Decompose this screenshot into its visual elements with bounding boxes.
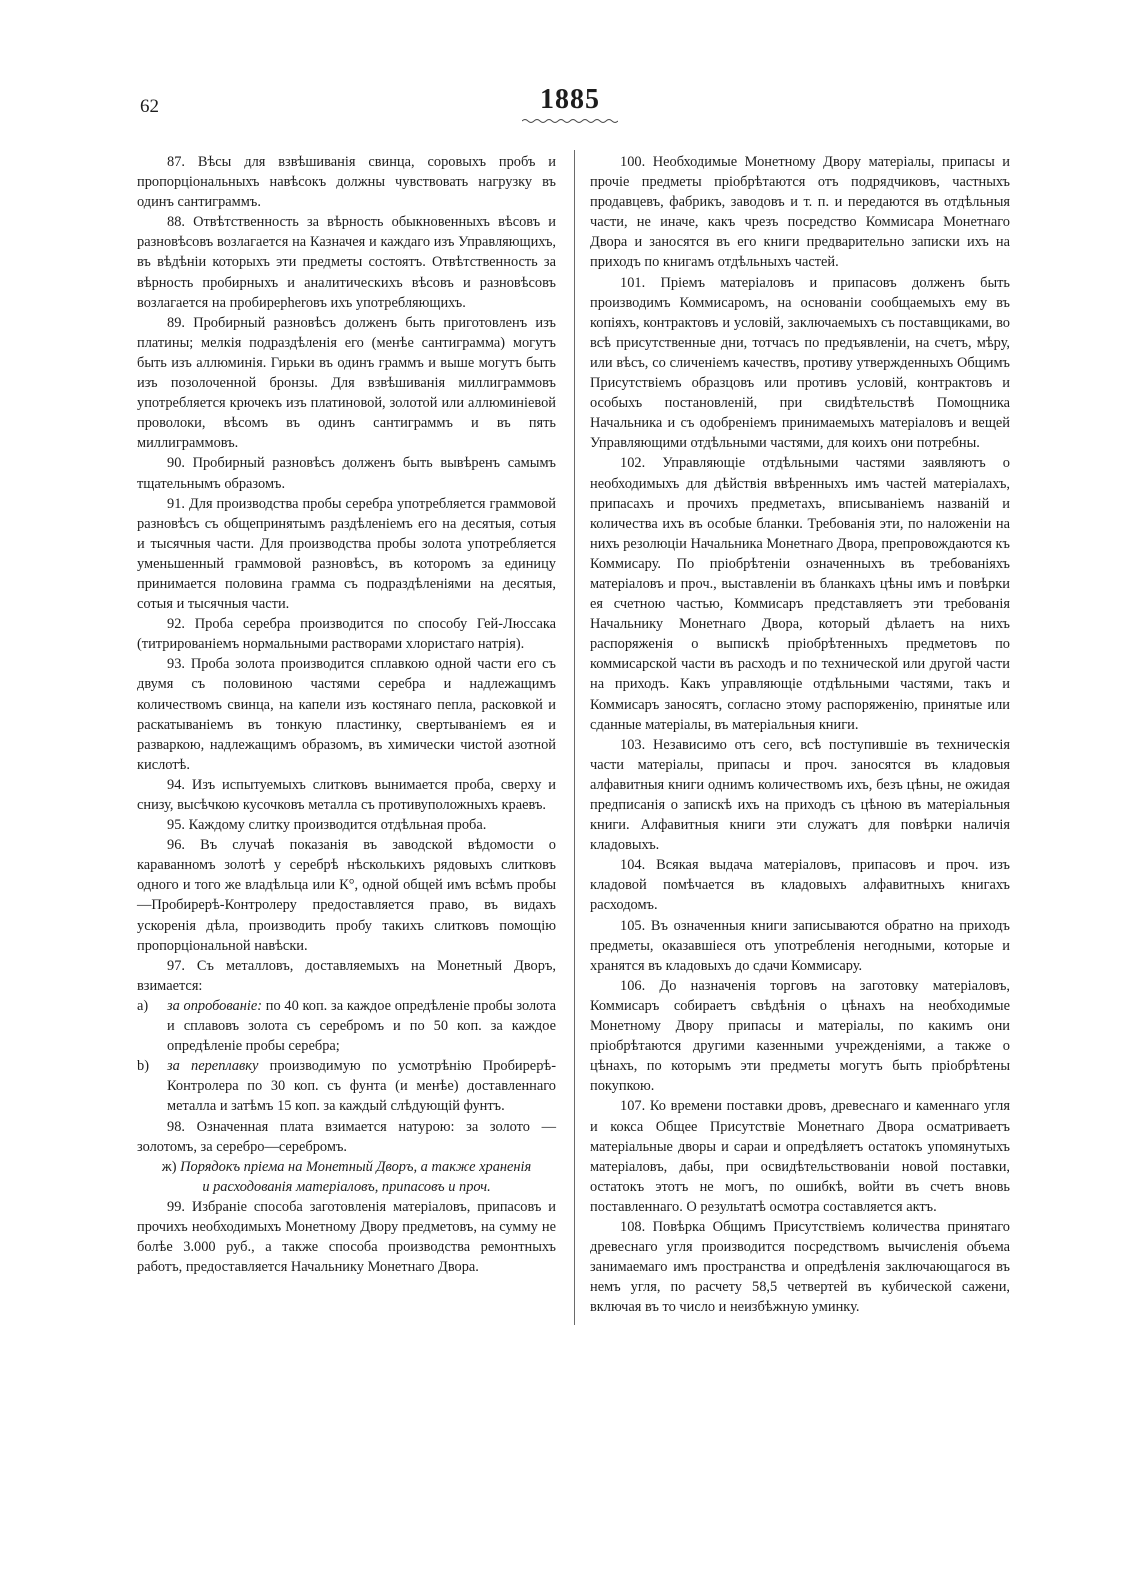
article-93: 93. Проба золота производится сплавкою одной части его съ двумя съ половиною частями серебра и надлежащимъ количествомъ свинца, на капели изъ костянаго пепла, расковкой и раскатываніемъ въ тонкую пластинку, свертываніемъ ея и разваркою, надлежащимъ образомъ, въ химически чистой азотной кислотѣ.: [137, 656, 556, 773]
article-87: 87. Вѣсы для взвѣшиванія свинца, соровыхъ пробъ и пропорціональныхъ навѣсокъ должны чувствовать нагрузку въ одинъ сантиграммъ.: [137, 154, 556, 211]
section-title-line-2: и расходованія матеріаловъ, припасовъ и проч.: [202, 1178, 491, 1195]
article-94: 94. Изъ испытуемыхъ слитковъ вынимается проба, сверху и снизу, высѣчкою кусочковъ металла съ противуположныхъ краевъ.: [137, 776, 556, 813]
article-98: 98. Означенная плата взимается натурою: за золото — золотомъ, за серебро—серебромъ.: [137, 1118, 556, 1155]
article-96: 96. Въ случаѣ показанія въ заводской вѣдомости о караванномъ золотѣ у серебрѣ нѣсколькихъ рядовыхъ слитковъ одного и того же владѣльца или К°, одной общей имъ всѣмъ пробы—Пробирерѣ-Контролеру предоставляется право, въ видахъ ускоренія дѣла, производить пробу такихъ слитковъ помощію пропорціональной навѣски.: [137, 837, 556, 954]
item-a-text: по 40 коп. за каждое опредѣленіе пробы золота и сплавовъ золота съ серебромъ и по 50 коп. за каждое опредѣленіе пробы серебра;: [167, 997, 557, 1055]
section-heading: [137, 1157, 556, 1197]
article-97: 97. Съ металловъ, доставляемыхъ на Монетный Дворъ, взимается:: [137, 957, 556, 994]
article-95: 95. Каждому слитку производится отдѣльная проба.: [167, 817, 487, 834]
article-97-item-b: [137, 1056, 556, 1116]
article-104: 104. Всякая выдача матеріаловъ, припасовъ и проч. изъ кладовой помѣчается въ кладовыхъ алфавитныхъ книгахъ расходомъ.: [590, 857, 1010, 914]
article-103: 103. Независимо отъ сего, всѣ поступившіе въ техническія части матеріалы, припасы и проч. заносятся въ кладовыя алфавитныя книги однимъ количествомъ ихъ, безъ цѣны, не ожидая предписанія о запискѣ ихъ на приходъ съ цѣною въ матеріальныя книги. Алфавитныя книги эти служатъ для повѣрки наличія кладовыхъ.: [590, 736, 1010, 854]
column-divider: [574, 150, 575, 1325]
article-107: 107. Ко времени поставки дровъ, древеснаго и каменнаго угля и кокса Общее Присутствіе Монетнаго Двора осматриваетъ матеріальные дворы и сараи и опредѣляетъ остатокъ упомянутыхъ матеріаловъ, дабы, при освидѣтельствованіи новой поставки, остатокъ этотъ не могъ, по ошибкѣ, войти въ счетъ вновь поставленнаго. О результатѣ осмотра составляется актъ.: [590, 1098, 1010, 1215]
article-108: 108. Повѣрка Общимъ Присутствіемъ количества принятаго древеснаго угля производится посредствомъ вычисленія объема занимаемаго имъ пространства и опредѣленія заключающагося въ немъ угля, по расчету 58,5 четвертей въ кубической сажени, включая въ то число и неизбѣжную уминку.: [590, 1218, 1010, 1316]
section-title-line-1: Порядокъ пріема на Монетный Дворъ, а также храненія: [180, 1158, 532, 1175]
article-97-item-a: [137, 996, 556, 1056]
item-b-marker: b): [137, 1058, 149, 1075]
article-89: 89. Пробирный разновѣсъ долженъ быть приготовленъ изъ платины; мелкія подраздѣленія его (менѣе сантиграмма) могутъ быть изъ аллюминія. Гирьки въ одинъ граммъ и выше могутъ быть изъ позолоченной бронзы. Для взвѣшиванія миллиграммовъ употребляется крючекъ изъ платиновой, золотой или аллюминіевой проволоки, вѣсомъ въ одинъ сантиграммъ и въ пять миллиграммовъ.: [137, 314, 556, 452]
article-100: 100. Необходимые Монетному Двору матеріалы, припасы и прочіе предметы пріобрѣтаются отъ подрядчиковъ, частныхъ продавцевъ, фабрикъ, заводовъ и т. п. и передаются въ отдѣльныя части, не иначе, какъ чрезъ посредство Коммисара Монетнаго Двора и заносятся въ его книги предварительно записки ихъ на приходъ по книгамъ отдѣльныхъ частей.: [590, 154, 1010, 271]
article-90: 90. Пробирный разновѣсъ долженъ быть вывѣренъ самымъ тщательнымъ образомъ.: [137, 455, 556, 492]
item-b-text: производимую по усмотрѣнію Пробирерѣ-Контролера по 30 коп. съ фунта (и менѣе) доставленнаго металла и затѣмъ 15 коп. за каждый слѣдующій фунтъ.: [167, 1058, 556, 1115]
article-92: 92. Проба серебра производится по способу Гей-Люссака (титрированіемъ нормальными растворами хлористаго натрія).: [137, 616, 556, 653]
article-99: 99. Избраніе способа заготовленія матеріаловъ, припасовъ и прочихъ необходимыхъ Монетному Двору предметовъ, на сумму не болѣе 3.000 руб., а также способа производства ремонтныхъ работъ, предоставляется Начальнику Монетнаго Двора.: [137, 1198, 556, 1275]
article-91: 91. Для производства пробы серебра употребляется граммовой разновѣсъ съ общепринятымъ раздѣленіемъ его на десятыя, сотыя и тысячныя части. Для производства пробы золота употребляется уменьшенный граммовой разновѣсъ, въ которомъ за единицу принимается половина грамма съ подраздѣленіями на десятыя, сотыя и тысячныя части.: [137, 495, 556, 613]
article-88: 88. Отвѣтственность за вѣрность обыкновенныхъ вѣсовъ и разновѣсовъ возлагается на Казначея и каждаго изъ Управляющихъ, въ вѣдѣніи которыхъ эти предметы состоятъ. Отвѣтственность за вѣрность пробирныхъ и аналитическихъ вѣсовъ и разновѣсовъ возлагается на пробирерherовъ ихъ употребляющихъ.: [137, 214, 556, 311]
item-a-marker: a): [137, 997, 149, 1014]
page-number: 62: [140, 96, 159, 117]
left-column: [137, 152, 556, 1277]
right-column: [590, 152, 1010, 1317]
article-102: 102. Управляющіе отдѣльными частями заявляютъ о необходимыхъ для дѣйствія ввѣренныхъ имъ частей матеріалахъ, припасахъ и прочихъ предметахъ, вписываніемъ названій и количества ихъ въ особые бланки. Требованія эти, по наложеніи на нихъ резолюціи Начальника Монетнаго Двора, препровождаются къ Коммисару. По пріобрѣтеніи означенныхъ въ требованіяхъ матеріаловъ и проч., выставленіи въ бланкахъ цѣны имъ и повѣрки ея счетною частью, Коммисаръ представляетъ эти требованія Начальнику Монетнаго Двора, который дѣлаетъ на нихъ распоряженія о выпискѣ пріобрѣтенныхъ предметовъ по коммисарской части въ расходъ и по технической или другой части на приходъ. Какъ управляющіе отдѣльными частями, такъ и Коммисаръ заносятъ, согласно этому распоряженію, принятые или сданные матеріалы, въ матеріальныя книги.: [590, 455, 1010, 733]
item-b-label: за переплавку: [167, 1058, 259, 1075]
item-a-label: за опробованіе:: [167, 997, 263, 1014]
article-101: 101. Пріемъ матеріаловъ и припасовъ долженъ быть производимъ Коммисаромъ, на основаніи сообщаемыхъ ему въ копіяхъ, контрактовъ и условій, заключаемыхъ съ поставщиками, во всѣ присутственные дни, тотчасъ по предъявленіи, на счетъ, мѣру, или вѣсъ, со сличеніемъ качествъ, противу утвержденныхъ Общимъ Присутствіемъ образцовъ или противъ условій, контрактовъ и особыхъ постановленій, при свидѣтельствѣ Помощника Начальника и съ одобреніемъ принимаемыхъ матеріаловъ и вещей Управляющими отдѣльными частями, для коихъ они потребны.: [590, 274, 1010, 452]
article-105: 105. Въ означенныя книги записываются обратно на приходъ предметы, оказавшіеся отъ употребленія негодными, которые и хранятся въ кладовыхъ до сдачи Коммисару.: [590, 917, 1010, 974]
year-heading: 1885: [540, 84, 600, 115]
section-marker: ж): [161, 1158, 177, 1175]
wavy-rule-ornament: [522, 118, 618, 124]
article-106: 106. До назначенія торговъ на заготовку матеріаловъ, Коммисаръ собираетъ свѣдѣнія о цѣнахъ на необходимые Монетному Двору припасы и матеріалы, по какимъ они пріобрѣтаются другими казенными учрежденіями, а также о цѣнахъ, по которымъ эти предметы могутъ быть пріобрѣтены покупкою.: [590, 977, 1010, 1095]
